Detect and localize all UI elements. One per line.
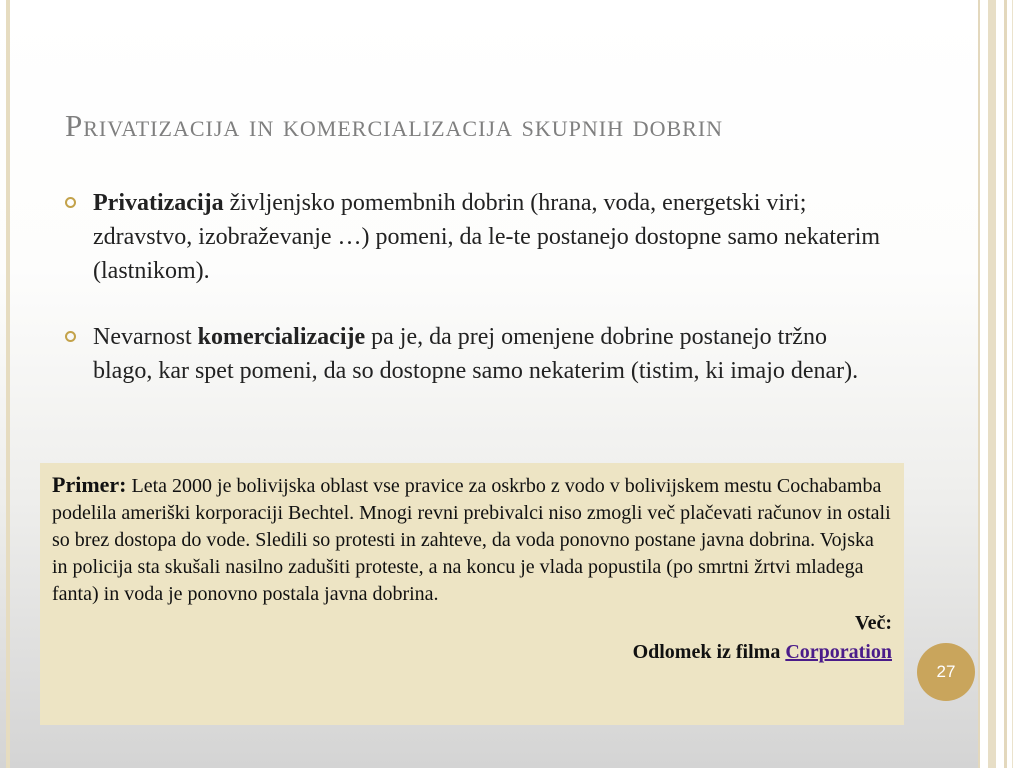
strip-line [978, 0, 980, 768]
strip-line [988, 0, 996, 768]
bullet-privatization [65, 186, 885, 288]
bullet-prefix: Nevarnost [93, 324, 198, 350]
page-number-badge: 27 [917, 643, 975, 701]
bullet-text: pa je, da prej omenjene dobrine postanejo tržno blago, kar spet pomeni, da so dostopne samo nekaterim (tistim, ki imajo denar). [93, 324, 859, 384]
bullet-commercialization [65, 320, 885, 388]
strip-line [1012, 0, 1013, 768]
bullet-list [65, 186, 885, 388]
bullet-bold-term: Privatizacija [93, 190, 224, 216]
example-box [40, 463, 904, 725]
more-label: Več: [854, 612, 892, 634]
example-paragraph [52, 471, 892, 608]
bullet-ring-icon [65, 197, 76, 208]
bullet-bold-term: komercializacije [197, 324, 366, 350]
example-label: Primer: [52, 472, 127, 497]
bullet-ring-icon [65, 331, 76, 342]
right-decorative-strip [978, 0, 1024, 768]
film-reference [52, 639, 892, 666]
bullet-text: življenjsko pomembnih dobrin (hrana, voda, energetski viri; zdravstvo, izobraževanje …) pomeni, da le-te postanejo dostopne samo nekaterim (lastnikom). [93, 190, 881, 284]
example-text: Leta 2000 je bolivijska oblast vse pravice za oskrbo z vodo v bolivijskem mestu Cochabamba podelila ameriški korporaciji Bechtel. Mnogi revni prebivalci niso zmogli več plačevati računov in ostali so brez dostopa do vode. Sledili so protesti in zahteve, da voda ponovno postane javna dobrina. Vojska in policija sta skušali nasilno zadušiti proteste, a na koncu je vlada popustila (po smrtni žrtvi mladega fanta) in voda je ponovno postala javna dobrina. [52, 475, 891, 605]
slide-title: Privatizacija in komercializacija skupnih dobrin [65, 108, 724, 143]
left-decorative-rule [6, 0, 10, 768]
corporation-film-link[interactable]: Corporation [785, 641, 892, 663]
strip-line [1004, 0, 1007, 768]
film-prefix: Odlomek iz filma [632, 641, 786, 663]
